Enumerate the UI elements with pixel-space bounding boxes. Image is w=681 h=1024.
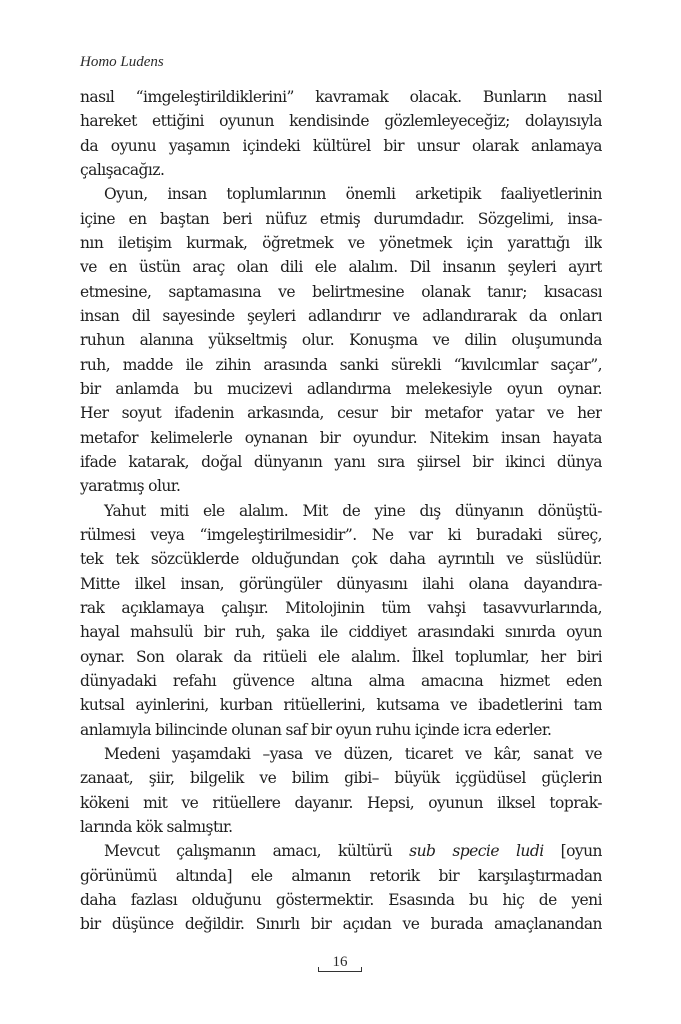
italic-phrase: sub specie ludi	[409, 842, 544, 861]
page-number-text: 16	[332, 954, 348, 970]
text-line: rak açıklamaya çalışır. Mitolojinin tüm vahşi tasavvurlarında,	[80, 598, 602, 617]
text-line: dünyadaki refahı güvence altına alma amacına hizmet eden	[80, 671, 602, 690]
text-segment: [oyun	[543, 842, 602, 861]
text-line: daha fazlası olduğunu göstermektir. Esasında bu hiç de yeni	[80, 890, 602, 909]
folio-tick-left	[318, 967, 319, 972]
text-line: etmesine, saptamasına ve belirtmesine olanak tanır; kısacası	[80, 282, 602, 301]
text-line: rülmesi veya “imgeleştirilmesidir”. Ne var ki buradaki süreç,	[80, 525, 602, 544]
text-line: nın iletişim kurmak, öğretmek ve yönetmek için yarattığı ilk	[80, 233, 602, 252]
text-line: kutsal ayinlerini, kurban ritüellerini, kutsama ve ibadetlerini tam	[80, 696, 602, 715]
text-line: nasıl “imgeleştirildiklerini” kavramak olacak. Bunların nasıl	[80, 88, 602, 106]
text-line: larında kök salmıştır.	[80, 817, 233, 836]
text-line: Her soyut ifadenin arkasında, cesur bir metafor yatar ve her	[80, 404, 602, 423]
folio-tick-right	[361, 967, 362, 972]
text-line: zanaat, şiir, bilgelik ve bilim gibi– büyük içgüdüsel güçlerin	[80, 769, 602, 788]
text-line: ve en üstün araç olan dili ele alalım. Dil insanın şeyleri ayırt	[80, 258, 602, 277]
text-line: ruh, madde ile zihin arasında sanki sürekli “kıvılcımlar saçar”,	[80, 355, 602, 374]
text-line: hareket ettiğini oyunun kendisinde gözlemleyeceğiz; dolayısıyla	[80, 112, 602, 131]
text-line: Medeni yaşamdaki –yasa ve düzen, ticaret ve kâr, sanat ve	[104, 744, 602, 763]
text-line: tek tek sözcüklerde olduğundan çok daha ayrıntılı ve süslüdür.	[80, 550, 602, 569]
text-line	[80, 839, 602, 863]
text-line: Mitte ilkel insan, görüngüler dünyasını ilahi olana dayandıra-	[80, 574, 602, 593]
text-line: hayal mahsulü bir ruh, şaka ile ciddiyet arasındaki sınırda oyun	[80, 623, 602, 642]
text-line: kökeni mit ve ritüellere dayanır. Hepsi, oyunun ilksel toprak-	[80, 793, 602, 812]
text-line: metafor kelimelerle oynanan bir oyundur. Nitekim insan hayata	[80, 428, 602, 447]
page-number	[318, 953, 362, 971]
running-head: Homo Ludens	[80, 54, 164, 70]
text-line: Oyun, insan toplumlarının önemli arketipik faaliyetlerinin	[104, 185, 602, 204]
text-line: görünümü altında] ele almanın retorik bir karşılaştırmadan	[80, 866, 602, 885]
text-line: yaratmış olur.	[80, 477, 181, 496]
text-line: ifade katarak, doğal dünyanın yanı sıra şiirsel bir ikinci dünya	[80, 452, 602, 471]
text-line: da oyunu yaşamın içindeki kültürel bir unsur olarak anlamaya	[80, 136, 602, 155]
text-line: ruhun alanına yükseltmiş olur. Konuşma ve dilin oluşumunda	[80, 331, 602, 350]
text-line: anlamıyla bilincinde olunan saf bir oyun ruhu içinde icra ederler.	[80, 720, 552, 739]
folio-rule	[318, 971, 362, 972]
text-line: içine en baştan beri nüfuz etmiş durumdadır. Sözgelimi, insa-	[80, 209, 602, 228]
text-line: oynar. Son olarak da ritüeli ele alalım. İlkel toplumlar, her biri	[80, 647, 602, 666]
text-line: Yahut miti ele alalım. Mit de yine dış dünyanın dönüştü-	[104, 501, 602, 520]
text-line: insan dil sayesinde şeyleri adlandırır ve adlandırarak da onları	[80, 306, 602, 325]
text-segment: Mevcut çalışmanın amacı, kültürü	[104, 842, 410, 861]
text-line: çalışacağız.	[80, 160, 165, 179]
body-text	[80, 85, 602, 936]
text-line: bir düşünce değildir. Sınırlı bir açıdan ve burada amaçlanandan	[80, 915, 602, 934]
text-line: bir anlamda bu mucizevi adlandırma melekesiyle oyun oynar.	[80, 379, 602, 398]
